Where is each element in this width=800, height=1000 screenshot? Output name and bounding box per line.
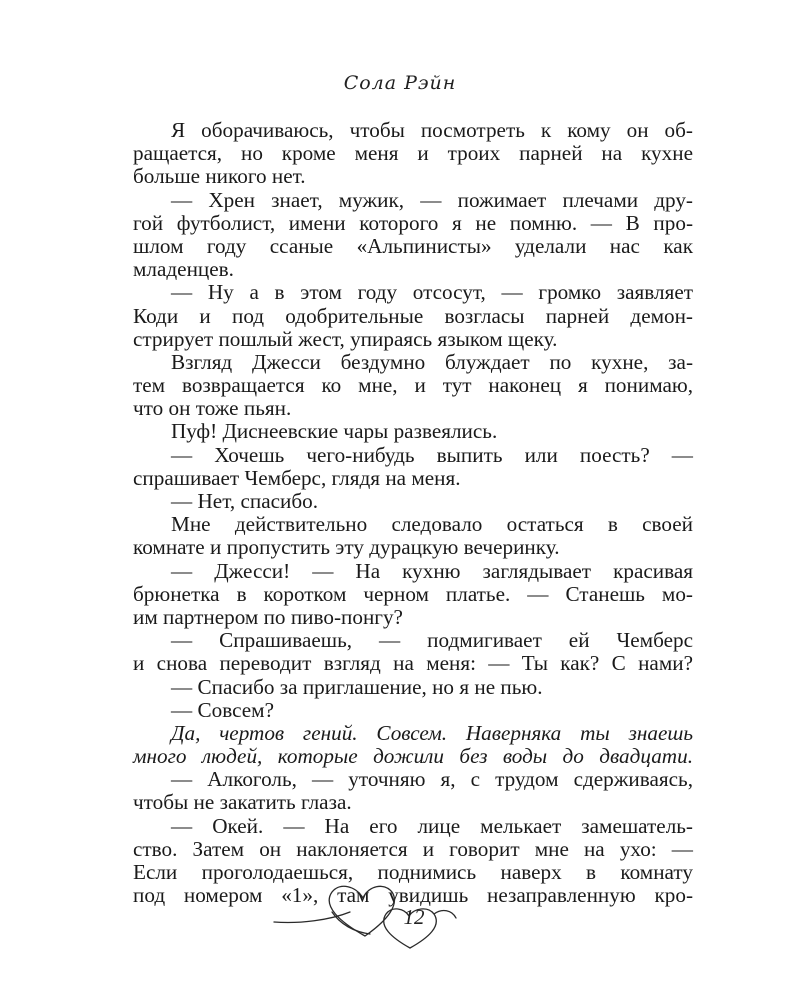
- text-line: — Совсем?: [171, 697, 274, 722]
- text-line: — Алкоголь, — уточняю я, с трудом сдерживаясь,: [171, 767, 693, 792]
- text-line: брюнетка в коротком черном платье. — Станешь мо-: [133, 581, 693, 606]
- body-text: [133, 119, 693, 907]
- text-line: спрашивает Чемберс, глядя на меня.: [133, 465, 461, 490]
- text-line: тем возвращается ко мне, и тут наконец я понимаю,: [133, 373, 693, 398]
- text-line: что он тоже пьян.: [133, 396, 292, 421]
- text-line: младенцев.: [133, 257, 234, 282]
- page-number: 12: [403, 905, 425, 929]
- text-line: и снова переводит взгляд на меня: — Ты как? С нами?: [133, 651, 693, 676]
- text-line: шлом году ссаные «Альпинисты» уделали нас как: [133, 233, 693, 258]
- text-line: — Спрашиваешь, — подмигивает ей Чемберс: [171, 628, 693, 653]
- text-line: много людей, которые дожили без воды до двадцати.: [133, 744, 693, 769]
- text-line: Я оборачиваюсь, чтобы посмотреть к кому он об-: [171, 118, 693, 142]
- text-line: Если проголодаешься, поднимись наверх в комнату: [133, 860, 693, 884]
- text-line: — Ну а в этом году отсосут, — громко заявляет: [171, 280, 693, 305]
- text-line: под номером «1», там увидишь незаправленную кро-: [133, 883, 693, 908]
- text-line: комнате и пропустить эту дурацкую вечеринку.: [133, 535, 560, 560]
- text-line: Мне действительно следовало остаться в своей: [171, 512, 693, 537]
- text-line: Взгляд Джесси бездумно блуждает по кухне, за-: [171, 349, 693, 374]
- text-line: — Джесси! — На кухню заглядывает красивая: [171, 558, 693, 583]
- text-line: Пуф! Диснеевские чары развеялись.: [171, 419, 498, 444]
- text-line: Да, чертов гений. Совсем. Наверняка ты знаешь: [171, 720, 693, 745]
- text-line: чтобы не закатить глаза.: [133, 790, 352, 815]
- text-line: — Хочешь чего-нибудь выпить или поесть? —: [171, 442, 693, 467]
- text-line: больше никого нет.: [133, 164, 306, 189]
- text-line: им партнером по пиво-понгу?: [133, 604, 403, 629]
- text-line: — Спасибо за приглашение, но я не пью.: [171, 674, 543, 699]
- text-line: — Хрен знает, мужик, — пожимает плечами дру-: [171, 187, 693, 212]
- text-line: стрирует пошлый жест, упираясь языком щеку.: [133, 326, 558, 351]
- text-line: — Окей. — На его лице мелькает замешатель-: [171, 813, 693, 838]
- text-line: Коди и под одобрительные возгласы парней демон-: [133, 303, 693, 328]
- text-line: ство. Затем он наклоняется и говорит мне на ухо: —: [133, 836, 693, 861]
- text-line: ращается, но кроме меня и троих парней на кухне: [133, 141, 693, 166]
- running-head: Сола Рэйн: [343, 72, 457, 94]
- text-line: гой футболист, имени которого я не помню. — В про-: [133, 210, 693, 235]
- text-line: — Нет, спасибо.: [171, 489, 319, 513]
